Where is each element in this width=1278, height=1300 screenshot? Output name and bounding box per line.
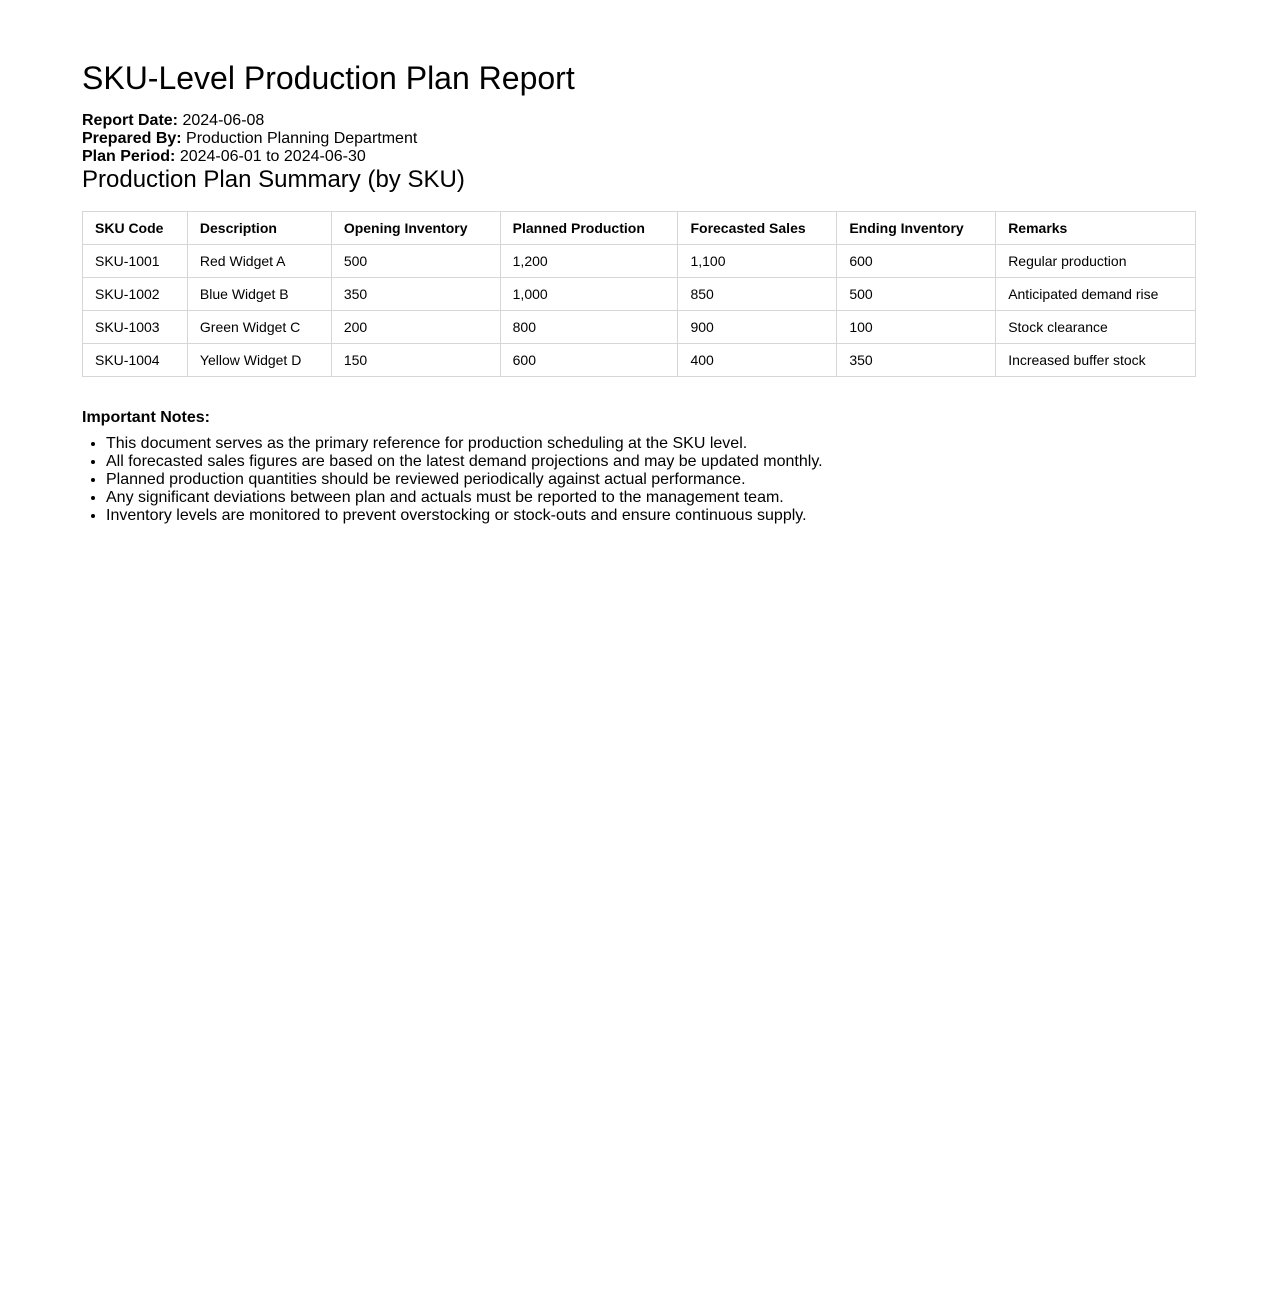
table-cell: 1,000 — [500, 278, 678, 311]
table-row — [83, 278, 1196, 311]
list-item: • Inventory levels are monitored to prevent overstocking or stock-outs and ensure continuous supply. — [106, 507, 1196, 525]
meta-label: Plan Period: — [82, 148, 176, 165]
table-cell: Increased buffer stock — [996, 344, 1196, 377]
table-cell: 100 — [837, 311, 996, 344]
table-cell: 400 — [678, 344, 837, 377]
table-cell: 350 — [331, 278, 500, 311]
page-title: SKU-Level Production Plan Report — [82, 60, 575, 96]
meta-plan-period — [82, 148, 1196, 166]
table-cell: 1,100 — [678, 245, 837, 278]
column-header: Ending Inventory — [837, 212, 996, 245]
table-cell: 150 — [331, 344, 500, 377]
table-row — [83, 344, 1196, 377]
meta-value: 2024-06-08 — [182, 112, 265, 129]
meta-value: 2024-06-01 to 2024-06-30 — [179, 148, 366, 165]
table-cell: 200 — [331, 311, 500, 344]
table-cell: 350 — [837, 344, 996, 377]
list-item: • This document serves as the primary reference for production scheduling at the SKU level. — [106, 435, 1196, 453]
list-item: • Any significant deviations between plan and actuals must be reported to the management team. — [106, 489, 1196, 507]
column-header: Description — [187, 212, 331, 245]
table-cell: 900 — [678, 311, 837, 344]
meta-prepared-by — [82, 130, 1196, 148]
table-cell: Regular production — [996, 245, 1196, 278]
table-cell: Anticipated demand rise — [996, 278, 1196, 311]
notes-list — [82, 435, 1196, 525]
column-header: Forecasted Sales — [678, 212, 837, 245]
table-cell: 500 — [837, 278, 996, 311]
column-header: Remarks — [996, 212, 1196, 245]
list-item: • All forecasted sales figures are based on the latest demand projections and may be updated monthly. — [106, 453, 1196, 471]
table-cell: Red Widget A — [187, 245, 331, 278]
column-header: Opening Inventory — [331, 212, 500, 245]
table-header-row — [83, 212, 1196, 245]
table-row — [83, 245, 1196, 278]
table-cell: 1,200 — [500, 245, 678, 278]
meta-label: Report Date: — [82, 112, 179, 129]
report-meta — [82, 112, 1196, 166]
table-row — [83, 311, 1196, 344]
summary-heading: Production Plan Summary (by SKU) — [82, 166, 465, 193]
meta-label: Prepared By: — [82, 130, 182, 147]
meta-report-date — [82, 112, 1196, 130]
column-header: SKU Code — [83, 212, 188, 245]
table-cell: 800 — [500, 311, 678, 344]
table-cell: SKU-1002 — [83, 278, 188, 311]
meta-value: Production Planning Department — [186, 130, 418, 147]
table-cell: Yellow Widget D — [187, 344, 331, 377]
table-cell: SKU-1003 — [83, 311, 188, 344]
table-cell: 600 — [837, 245, 996, 278]
notes-title: Important Notes: — [82, 409, 210, 426]
table-cell: Stock clearance — [996, 311, 1196, 344]
column-header: Planned Production — [500, 212, 678, 245]
table-cell: SKU-1004 — [83, 344, 188, 377]
table-cell: Green Widget C — [187, 311, 331, 344]
table-cell: 500 — [331, 245, 500, 278]
report-page — [82, 58, 1196, 525]
table-cell: 600 — [500, 344, 678, 377]
production-plan-table — [82, 211, 1196, 377]
table-cell: 850 — [678, 278, 837, 311]
table-cell: Blue Widget B — [187, 278, 331, 311]
table-cell: SKU-1001 — [83, 245, 188, 278]
list-item: • Planned production quantities should be reviewed periodically against actual performance. — [106, 471, 1196, 489]
